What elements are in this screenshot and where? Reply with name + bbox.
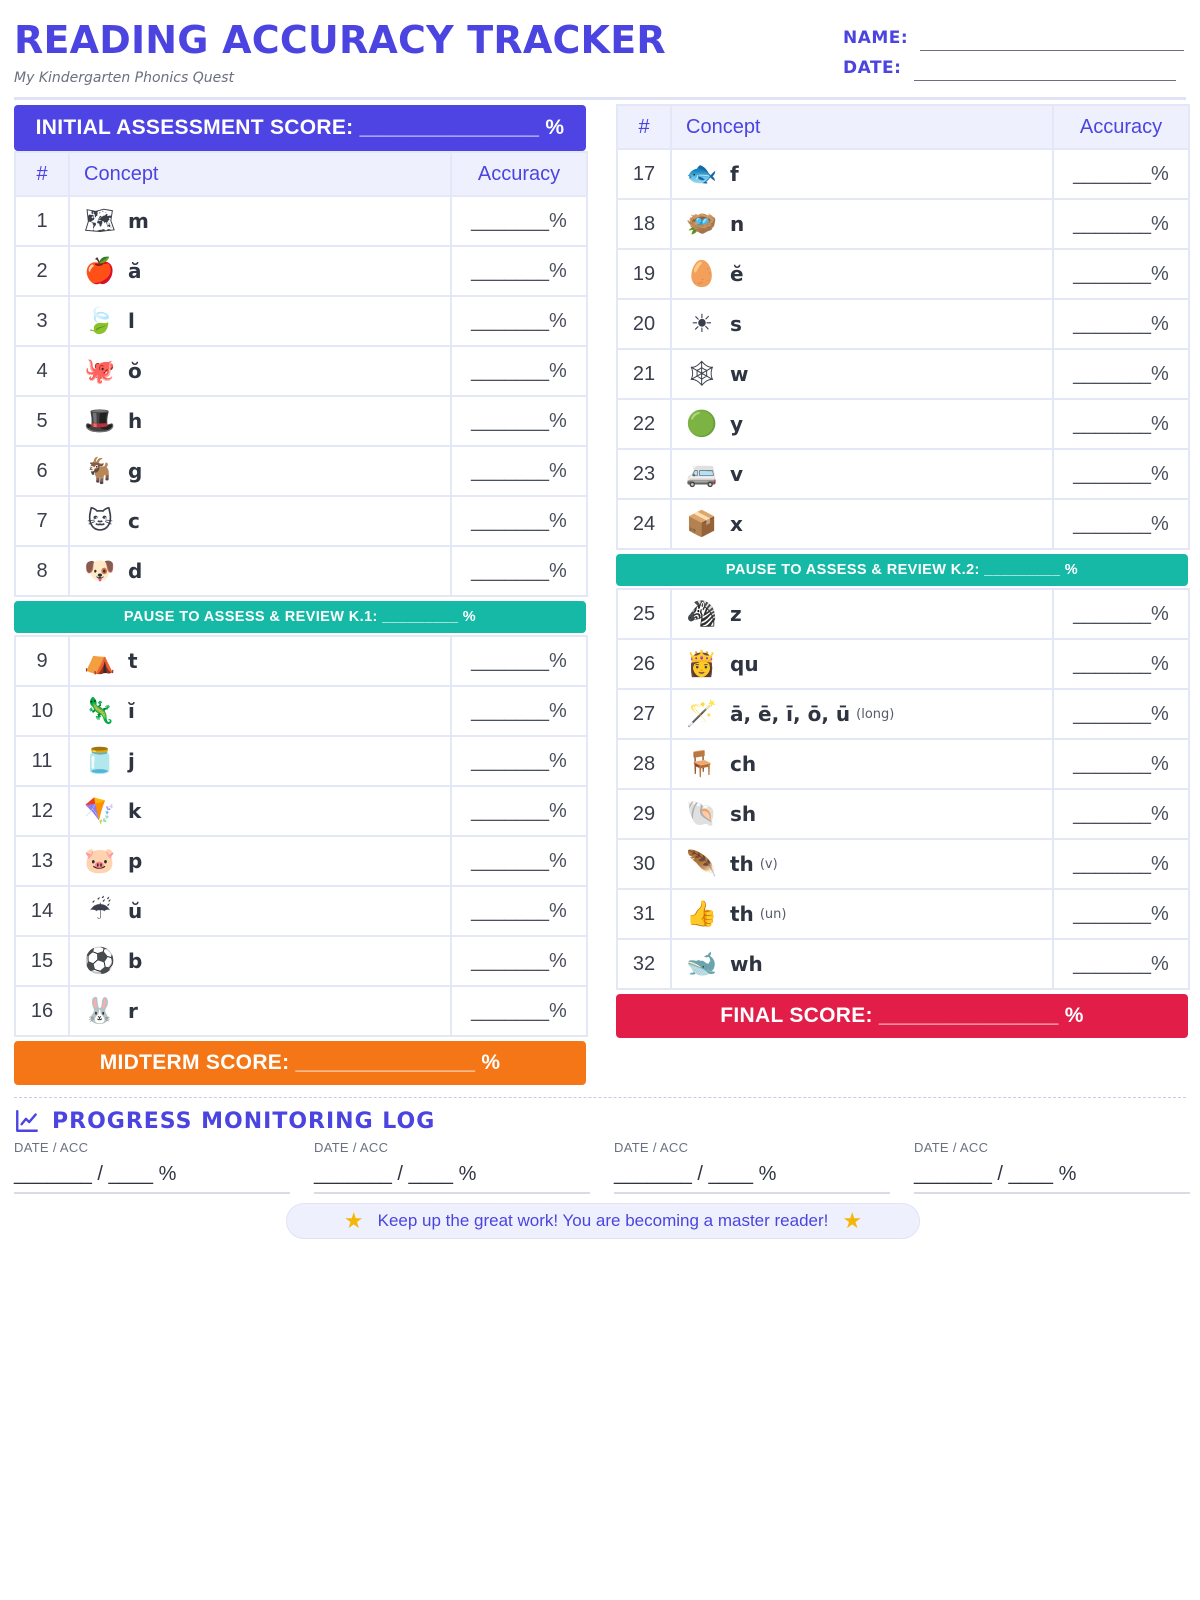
concept-letter: ā, ē, ī, ō, ū [730, 702, 851, 726]
accuracy-field[interactable]: _______% [451, 396, 587, 446]
table-row [617, 149, 1189, 199]
concept-letter: th [730, 852, 754, 876]
accuracy-field[interactable]: _______% [451, 836, 587, 886]
yarn-ball-icon: 🟢 [686, 409, 718, 438]
row-number: 20 [617, 299, 671, 349]
concept-letter: g [128, 459, 143, 483]
row-number: 16 [15, 986, 69, 1036]
right-column [616, 104, 1188, 1038]
nest-icon: 🪺 [686, 209, 718, 238]
concept-letter: ch [730, 752, 757, 776]
soccer-ball-icon: ⚽ [84, 946, 116, 975]
row-number: 31 [617, 889, 671, 939]
accuracy-field[interactable]: _______% [1053, 639, 1189, 689]
accuracy-field[interactable]: _______% [451, 786, 587, 836]
concept-cell [69, 246, 451, 296]
concept-cell [671, 499, 1053, 549]
table-row [15, 446, 587, 496]
accuracy-field[interactable]: _______% [1053, 889, 1189, 939]
concept-letter: n [730, 212, 745, 236]
log-entry-4[interactable] [914, 1140, 1190, 1194]
row-number: 30 [617, 839, 671, 889]
table-row [617, 249, 1189, 299]
concept-cell [671, 349, 1053, 399]
egg-icon: 🥚 [686, 259, 718, 288]
rabbit-icon: 🐰 [84, 996, 116, 1025]
star-icon: ★ [842, 1208, 863, 1233]
table-row [617, 399, 1189, 449]
page-header [14, 14, 1186, 100]
progress-log-header [14, 1108, 435, 1134]
table-row [15, 786, 587, 836]
concept-note: (un) [759, 906, 787, 922]
accuracy-field[interactable]: _______% [451, 496, 587, 546]
pause-review-k1-banner[interactable]: PAUSE TO ASSESS & REVIEW K.1: _________ % [14, 601, 586, 633]
concept-cell [69, 786, 451, 836]
shell-icon: 🐚 [686, 799, 718, 828]
concept-letter: x [730, 512, 743, 536]
column-header-num: # [617, 105, 671, 149]
row-number: 3 [15, 296, 69, 346]
concept-letter: r [128, 999, 138, 1023]
concept-letter: p [128, 849, 143, 873]
accuracy-field[interactable]: _______% [1053, 689, 1189, 739]
log-entry-value[interactable]: _______ / ____ % [314, 1163, 477, 1185]
tracker-table-left [14, 151, 588, 597]
concept-letter: ă [128, 259, 142, 283]
concept-letter: z [730, 602, 742, 626]
row-number: 26 [617, 639, 671, 689]
row-number: 9 [15, 636, 69, 686]
row-number: 12 [15, 786, 69, 836]
log-entry-value[interactable]: _______ / ____ % [914, 1163, 1077, 1185]
table-row [617, 789, 1189, 839]
whale-icon: 🐋 [686, 949, 718, 978]
table-row [15, 736, 587, 786]
concept-cell [671, 299, 1053, 349]
concept-letter: v [730, 462, 744, 486]
concept-letter: ŭ [128, 899, 143, 923]
accuracy-field[interactable]: _______% [1053, 149, 1189, 199]
row-number: 11 [15, 736, 69, 786]
concept-note: (long) [856, 706, 895, 722]
table-row [617, 589, 1189, 639]
accuracy-field[interactable]: _______% [1053, 939, 1189, 989]
row-number: 28 [617, 739, 671, 789]
row-number: 18 [617, 199, 671, 249]
initial-assessment-score-banner[interactable]: INITIAL ASSESSMENT SCORE: _______________ % [14, 105, 586, 151]
top-hat-icon: 🎩 [84, 406, 116, 435]
column-header-accuracy: Accuracy [451, 152, 587, 196]
row-number: 21 [617, 349, 671, 399]
date-label: DATE: [843, 58, 902, 78]
accuracy-field[interactable]: _______% [1053, 199, 1189, 249]
progress-monitoring-log [14, 1097, 1186, 1185]
row-number: 23 [617, 449, 671, 499]
row-number: 17 [617, 149, 671, 199]
log-entry-label: DATE / ACC [914, 1140, 989, 1155]
progress-log-title: PROGRESS MONITORING LOG [52, 1108, 436, 1134]
table-row [15, 636, 587, 686]
log-entry-label: DATE / ACC [14, 1140, 89, 1155]
log-entry-label: DATE / ACC [314, 1140, 389, 1155]
midterm-score-banner[interactable]: MIDTERM SCORE: _______________ % [14, 1041, 586, 1085]
thumbs-up-icon: 👍 [686, 899, 718, 928]
concept-letter: d [128, 559, 143, 583]
concept-letter: t [128, 649, 138, 673]
accuracy-field[interactable]: _______% [451, 636, 587, 686]
concept-cell [69, 446, 451, 496]
log-entry-1[interactable] [14, 1140, 290, 1194]
accuracy-field[interactable]: _______% [451, 196, 587, 246]
table-row [15, 396, 587, 446]
umbrella-icon: ☔ [88, 896, 112, 925]
table-row [617, 939, 1189, 989]
page-title: READING ACCURACY TRACKER [14, 18, 666, 62]
concept-letter: k [128, 799, 142, 823]
dog-icon: 🐶 [84, 556, 116, 585]
concept-cell [69, 396, 451, 446]
concept-letter: ĕ [730, 262, 744, 286]
table-row [15, 196, 587, 246]
concept-cell [69, 836, 451, 886]
tracker-table-right [616, 104, 1190, 550]
row-number: 24 [617, 499, 671, 549]
table-row [617, 299, 1189, 349]
row-number: 32 [617, 939, 671, 989]
table-row [15, 346, 587, 396]
date-field[interactable] [914, 80, 1176, 81]
accuracy-field[interactable]: _______% [451, 446, 587, 496]
concept-cell [671, 399, 1053, 449]
accuracy-field[interactable]: _______% [1053, 839, 1189, 889]
accuracy-field[interactable]: _______% [451, 986, 587, 1036]
accuracy-field[interactable]: _______% [451, 296, 587, 346]
log-entry-value[interactable]: _______ / ____ % [614, 1163, 777, 1185]
table-row [15, 686, 587, 736]
table-row [15, 496, 587, 546]
star-icon: ★ [343, 1208, 364, 1233]
tracker-table-left-2 [14, 635, 588, 1037]
goat-icon: 🐐 [84, 456, 116, 485]
concept-cell [69, 986, 451, 1036]
page-subtitle: My Kindergarten Phonics Quest [14, 70, 235, 86]
table-header-row [617, 105, 1189, 149]
pause-review-k2-banner[interactable]: PAUSE TO ASSESS & REVIEW K.2: _________ % [616, 554, 1188, 586]
queen-icon: 👸 [686, 649, 718, 678]
table-row [617, 639, 1189, 689]
fish-icon: 🐟 [686, 159, 718, 188]
table-row [15, 886, 587, 936]
row-number: 5 [15, 396, 69, 446]
concept-cell [69, 686, 451, 736]
concept-note: (v) [759, 856, 778, 872]
log-entry-2[interactable] [314, 1140, 590, 1194]
row-number: 7 [15, 496, 69, 546]
concept-cell [671, 789, 1053, 839]
pig-icon: 🐷 [84, 846, 116, 875]
accuracy-field[interactable]: _______% [451, 246, 587, 296]
map-icon: 🗺 [84, 206, 116, 235]
feather-icon: 🪶 [686, 849, 718, 878]
concept-cell [671, 839, 1053, 889]
accuracy-field[interactable]: _______% [451, 346, 587, 396]
concept-letter: b [128, 949, 143, 973]
concept-letter: c [128, 509, 140, 533]
table-row [617, 689, 1189, 739]
line-chart-icon [14, 1108, 40, 1134]
cat-icon: 🐱 [86, 506, 114, 535]
accuracy-field[interactable]: _______% [1053, 249, 1189, 299]
row-number: 8 [15, 546, 69, 596]
concept-cell [671, 939, 1053, 989]
concept-cell [671, 589, 1053, 639]
van-icon: 🚐 [686, 459, 718, 488]
accuracy-field[interactable]: _______% [1053, 399, 1189, 449]
table-row [15, 296, 587, 346]
concept-letter: ŏ [128, 359, 142, 383]
table-row [617, 499, 1189, 549]
concept-letter: f [730, 162, 739, 186]
tracker-table-right-2 [616, 588, 1190, 990]
concept-cell [69, 886, 451, 936]
column-header-num: # [15, 152, 69, 196]
left-column [14, 105, 586, 1085]
row-number: 25 [617, 589, 671, 639]
concept-cell [69, 296, 451, 346]
box-icon: 📦 [686, 509, 718, 538]
accuracy-field[interactable]: _______% [1053, 499, 1189, 549]
log-entry-value[interactable]: _______ / ____ % [14, 1163, 177, 1185]
lizard-icon: 🦎 [84, 696, 116, 725]
magic-wand-icon: 🪄 [686, 699, 718, 728]
concept-letter: y [730, 412, 744, 436]
concept-cell [69, 546, 451, 596]
table-row [617, 349, 1189, 399]
concept-letter: m [128, 209, 149, 233]
row-number: 10 [15, 686, 69, 736]
table-header-row [15, 152, 587, 196]
sun-icon: ☀ [690, 309, 714, 338]
row-number: 22 [617, 399, 671, 449]
concept-letter: th [730, 902, 754, 926]
table-row [617, 199, 1189, 249]
accuracy-field[interactable]: _______% [1053, 299, 1189, 349]
accuracy-field[interactable]: _______% [451, 936, 587, 986]
apple-icon: 🍎 [84, 256, 116, 285]
concept-letter: ĭ [128, 699, 135, 723]
row-number: 1 [15, 196, 69, 246]
accuracy-field[interactable]: _______% [451, 886, 587, 936]
concept-cell [69, 936, 451, 986]
row-number: 13 [15, 836, 69, 886]
leaf-icon: 🍃 [84, 306, 116, 335]
column-header-accuracy: Accuracy [1053, 105, 1189, 149]
concept-cell [69, 346, 451, 396]
encouragement-banner [286, 1203, 920, 1239]
concept-cell [671, 739, 1053, 789]
final-score-banner[interactable]: FINAL SCORE: _______________ % [616, 994, 1188, 1038]
tent-icon: ⛺ [84, 646, 116, 675]
concept-letter: s [730, 312, 742, 336]
jar-icon: 🫙 [84, 746, 116, 775]
table-row [15, 936, 587, 986]
column-header-concept: Concept [671, 105, 1053, 149]
concept-cell [671, 149, 1053, 199]
accuracy-field[interactable]: _______% [451, 546, 587, 596]
accuracy-field[interactable]: _______% [1053, 739, 1189, 789]
concept-cell [69, 736, 451, 786]
accuracy-field[interactable]: _______% [1053, 589, 1189, 639]
chair-icon: 🪑 [686, 749, 718, 778]
row-number: 15 [15, 936, 69, 986]
concept-letter: j [128, 749, 135, 773]
accuracy-field[interactable]: _______% [1053, 349, 1189, 399]
row-number: 4 [15, 346, 69, 396]
row-number: 2 [15, 246, 69, 296]
concept-letter: w [730, 362, 749, 386]
concept-cell [671, 889, 1053, 939]
concept-letter: h [128, 409, 143, 433]
encouragement-message: Keep up the great work! You are becoming a master reader! [377, 1211, 829, 1230]
name-label: NAME: [843, 28, 909, 48]
table-row [15, 986, 587, 1036]
table-row [617, 839, 1189, 889]
concept-letter: qu [730, 652, 759, 676]
concept-letter: sh [730, 802, 757, 826]
table-row [617, 449, 1189, 499]
zebra-icon: 🦓 [686, 599, 718, 628]
concept-cell [671, 639, 1053, 689]
concept-letter: l [128, 309, 135, 333]
accuracy-field[interactable]: _______% [1053, 789, 1189, 839]
table-row [617, 889, 1189, 939]
column-header-concept: Concept [69, 152, 451, 196]
concept-cell [69, 496, 451, 546]
concept-cell [69, 196, 451, 246]
kite-icon: 🪁 [84, 796, 116, 825]
octopus-icon: 🐙 [84, 356, 116, 385]
accuracy-field[interactable]: _______% [1053, 449, 1189, 499]
log-entry-label: DATE / ACC [614, 1140, 689, 1155]
table-row [15, 546, 587, 596]
table-row [617, 739, 1189, 789]
spider-web-icon: 🕸 [686, 359, 718, 388]
row-number: 14 [15, 886, 69, 936]
row-number: 19 [617, 249, 671, 299]
accuracy-field[interactable]: _______% [451, 736, 587, 786]
accuracy-field[interactable]: _______% [451, 686, 587, 736]
row-number: 27 [617, 689, 671, 739]
table-row [15, 836, 587, 886]
row-number: 29 [617, 789, 671, 839]
name-field[interactable] [920, 50, 1184, 51]
concept-cell [671, 449, 1053, 499]
concept-cell [671, 199, 1053, 249]
concept-cell [69, 636, 451, 686]
row-number: 6 [15, 446, 69, 496]
table-row [15, 246, 587, 296]
concept-cell [671, 249, 1053, 299]
concept-letter: wh [730, 952, 763, 976]
log-entry-3[interactable] [614, 1140, 890, 1194]
concept-cell [671, 689, 1053, 739]
